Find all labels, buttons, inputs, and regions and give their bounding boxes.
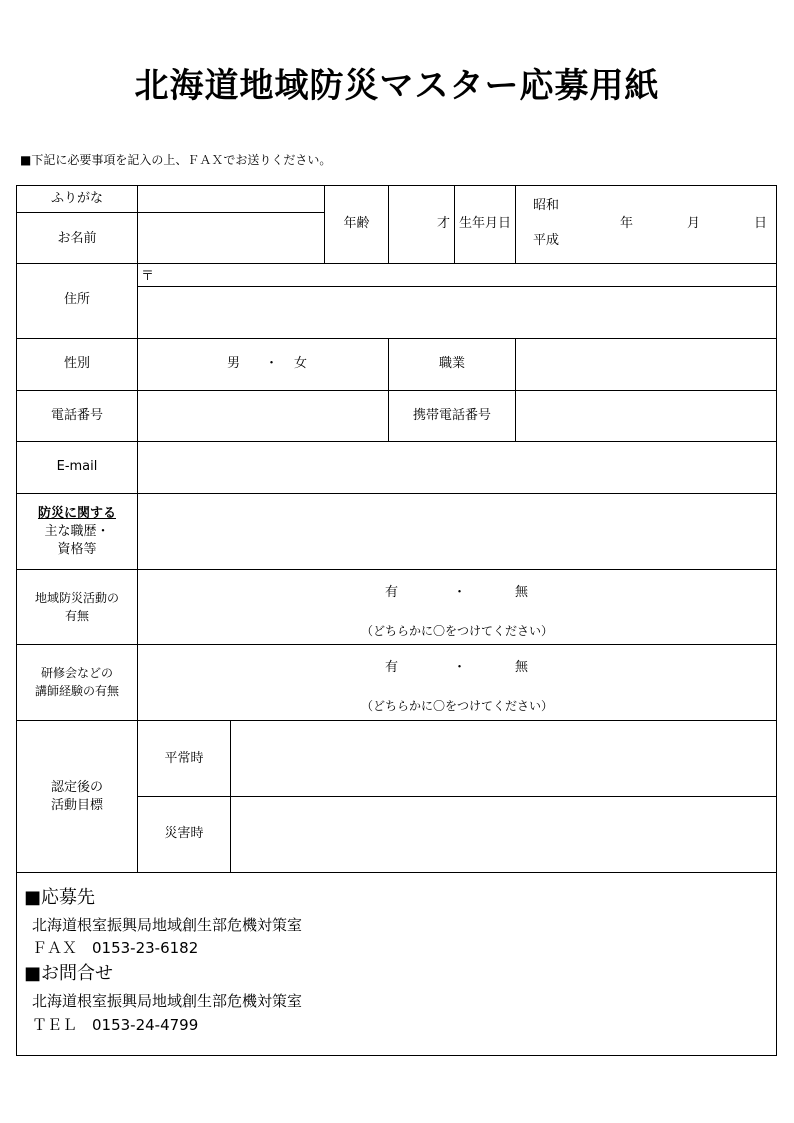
gender-male[interactable]: 男 bbox=[227, 356, 241, 371]
activity-note: （どちらかに〇をつけてください） bbox=[360, 624, 553, 638]
age-field[interactable] bbox=[389, 186, 439, 263]
border-right bbox=[776, 185, 777, 1056]
era-heisei[interactable]: 平成 bbox=[533, 233, 560, 248]
address-field[interactable] bbox=[138, 287, 776, 338]
furigana-field[interactable] bbox=[138, 186, 324, 212]
normal-goal-field[interactable] bbox=[231, 721, 776, 796]
training-dot: ・ bbox=[453, 660, 467, 675]
training-label-line2: 講師経験の有無 bbox=[34, 684, 119, 698]
birthdate-label: 生年月日 bbox=[458, 216, 511, 231]
inquiry-office: 北海道根室振興局地域創生部危機対策室 bbox=[32, 992, 303, 1010]
gender-label: 性別 bbox=[63, 356, 90, 371]
activity-yes[interactable]: 有 bbox=[385, 585, 399, 600]
day-unit: 日 bbox=[754, 216, 768, 231]
era-showa[interactable]: 昭和 bbox=[533, 198, 560, 213]
training-yes[interactable]: 有 bbox=[385, 660, 399, 675]
postal-mark: 〒 bbox=[141, 269, 155, 284]
training-no[interactable]: 無 bbox=[515, 660, 529, 675]
phone-label: 電話番号 bbox=[50, 408, 103, 423]
email-label: E-mail bbox=[56, 459, 98, 474]
occupation-field[interactable] bbox=[516, 339, 776, 390]
name-label: お名前 bbox=[57, 231, 97, 246]
gender-female[interactable]: 女 bbox=[294, 356, 308, 371]
inquiry-heading: ■お問合せ bbox=[24, 963, 114, 984]
border-bottom bbox=[16, 1055, 777, 1056]
furigana-label: ふりがな bbox=[50, 191, 103, 206]
disaster-label: 災害時 bbox=[164, 826, 204, 841]
apply-heading: ■応募先 bbox=[24, 887, 96, 908]
apply-fax: ＦＡＸ 0153-23-6182 bbox=[32, 939, 199, 957]
inquiry-tel: ＴＥＬ 0153-24-4799 bbox=[32, 1016, 199, 1034]
address-label: 住所 bbox=[63, 292, 90, 307]
mobile-field[interactable] bbox=[516, 391, 776, 441]
training-label-line1: 研修会などの bbox=[40, 666, 113, 680]
goals-label-line2: 活動目標 bbox=[50, 798, 103, 813]
month-unit: 月 bbox=[687, 216, 701, 231]
career-label-line3: 資格等 bbox=[57, 542, 97, 557]
col-birth-label bbox=[515, 185, 516, 263]
email-field[interactable] bbox=[138, 442, 776, 493]
activity-label-line2: 有無 bbox=[64, 609, 89, 623]
line-career bbox=[16, 569, 777, 570]
postal-field[interactable] bbox=[155, 264, 775, 286]
age-unit: 才 bbox=[437, 216, 451, 231]
gender-dot: ・ bbox=[265, 356, 279, 371]
occupation-label: 職業 bbox=[438, 356, 465, 371]
name-field[interactable] bbox=[138, 213, 324, 263]
activity-label-line1: 地域防災活動の bbox=[34, 591, 119, 605]
career-field[interactable] bbox=[138, 494, 776, 569]
col-occupation-label bbox=[388, 338, 389, 441]
age-label: 年齢 bbox=[343, 216, 370, 231]
page-title: 北海道地域防災マスター応募用紙 bbox=[134, 66, 660, 106]
instruction-text: ■下記に必要事項を記入の上、ＦＡＸでお送りください。 bbox=[20, 153, 332, 167]
activity-no[interactable]: 無 bbox=[515, 585, 529, 600]
disaster-goal-field[interactable] bbox=[231, 797, 776, 872]
normal-label: 平常時 bbox=[164, 751, 204, 766]
training-note: （どちらかに〇をつけてください） bbox=[360, 699, 553, 713]
goals-label-line1: 認定後の bbox=[50, 780, 103, 795]
year-unit: 年 bbox=[620, 216, 634, 231]
mobile-label: 携帯電話番号 bbox=[412, 408, 491, 423]
career-label-bold: 防災に関する bbox=[37, 506, 116, 521]
line-activity bbox=[16, 644, 777, 645]
phone-field[interactable] bbox=[138, 391, 388, 441]
line-goals bbox=[16, 872, 777, 873]
career-label-line2: 主な職歴・ bbox=[44, 524, 110, 539]
apply-office: 北海道根室振興局地域創生部危機対策室 bbox=[32, 916, 303, 934]
activity-dot: ・ bbox=[453, 585, 467, 600]
